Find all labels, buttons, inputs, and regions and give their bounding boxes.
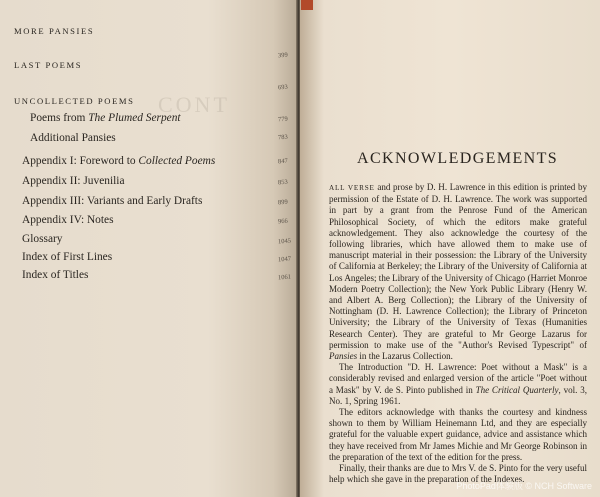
paragraph-lead-caps: ALL VERSE xyxy=(329,184,375,192)
acknowledgements-paragraph xyxy=(329,182,587,362)
toc-page-number: 847 xyxy=(277,157,288,166)
paragraph-text: The Introduction "D. H. Lawrence: Poet without a Mask" is a considerably revised and enlarged version of the article "Poet without a Mask" by V. de S. Pinto published in xyxy=(329,362,587,395)
toc-entry-label: Appendix I: Foreword to xyxy=(22,155,139,167)
toc-entry-label: Poems from xyxy=(30,112,89,124)
paragraph-tail: in the Lazarus Collection. xyxy=(357,351,453,362)
paragraph-italic: The Critical Quarterly xyxy=(475,384,559,395)
acknowledgements-heading: ACKNOWLEDGEMENTS xyxy=(357,150,559,167)
toc-page-number: 783 xyxy=(277,133,288,142)
toc-entry: Appendix IV: Notes xyxy=(22,214,114,226)
acknowledgements-paragraph: Finally, their thanks are due to Mrs V. de S. Pinto for the very useful help which she gave in the preparation of the Indexes. xyxy=(329,463,587,485)
toc-entry-title: The Plumed Serpent xyxy=(88,112,181,124)
toc-entry: Index of Titles xyxy=(22,269,89,281)
toc-entry xyxy=(30,112,181,124)
acknowledgements-paragraph: The editors acknowledge with thanks the courtesy and kindness shown to them by William Heinemann Ltd, and they are especially grateful for the valuable expert guidance, advice and assistance which they have received from Mr James Michie and Mr George Robinson in the preparation of the text of the edition for the press. xyxy=(329,407,587,462)
toc-entry: Additional Pansies xyxy=(30,132,116,144)
ribbon-bookmark xyxy=(301,0,313,10)
show-through-heading: CONT xyxy=(158,92,230,117)
toc-section-more-pansies: MORE PANSIES xyxy=(14,26,95,36)
paragraph-tail: , vol. 3, No. 1, Spring 1961. xyxy=(329,384,587,406)
toc-page-number: 853 xyxy=(277,178,288,187)
paragraph-italic: Pansies xyxy=(329,351,358,362)
toc-page-number: 1061 xyxy=(277,273,292,282)
toc-entry xyxy=(22,155,215,167)
toc-page-number: 1047 xyxy=(277,255,292,264)
toc-entry: Glossary xyxy=(22,233,63,245)
left-page xyxy=(0,0,297,497)
toc-entry-title: Collected Poems xyxy=(138,155,216,167)
toc-page-number: 693 xyxy=(277,83,288,92)
toc-page-number: 779 xyxy=(277,115,288,124)
toc-page-number: 899 xyxy=(277,198,288,207)
toc-page-number: 966 xyxy=(277,217,288,226)
acknowledgements-body xyxy=(329,182,587,485)
toc-entry: Appendix II: Juvenilia xyxy=(22,175,125,187)
watermark: PhotoPad体験版 © NCH Software xyxy=(456,481,592,491)
toc-page-number: 1045 xyxy=(277,237,292,246)
toc-entry: Appendix III: Variants and Early Drafts xyxy=(22,195,203,207)
toc-entry: Index of First Lines xyxy=(22,251,113,263)
toc-section-last-poems: LAST POEMS xyxy=(14,60,83,70)
toc-section-uncollected-poems: UNCOLLECTED POEMS xyxy=(14,96,135,106)
acknowledgements-paragraph xyxy=(329,362,587,407)
toc-page-number: 399 xyxy=(277,51,288,60)
paragraph-text: and prose by D. H. Lawrence in this edition is printed by permission of the Estate of D. H. Lawrence. The work was supported in part by a grant from the Penrose Fund of the American Philosophical Society, of which the editors make grateful acknowledgement. They also acknowledge the courtesy of the following libraries, which have allowed them to make use of manuscript material in their possession: the Library of the University of California at Berkeley; the Library of the University of California at Los Angeles; the Library of the University of Chicago (Harriet Monroe Modern Poetry Collection); the New York Public Library (Henry W. and Albert A. Berg Collection); the Library of the University of Nottingham (D. H. Lawrence Collection); the Library of Princeton University; the Library of the University of Texas (Humanities Research Center). They are grateful to Mr George Lazarus for permission to make use of the "Author's Revised Typescript" of xyxy=(329,182,587,350)
